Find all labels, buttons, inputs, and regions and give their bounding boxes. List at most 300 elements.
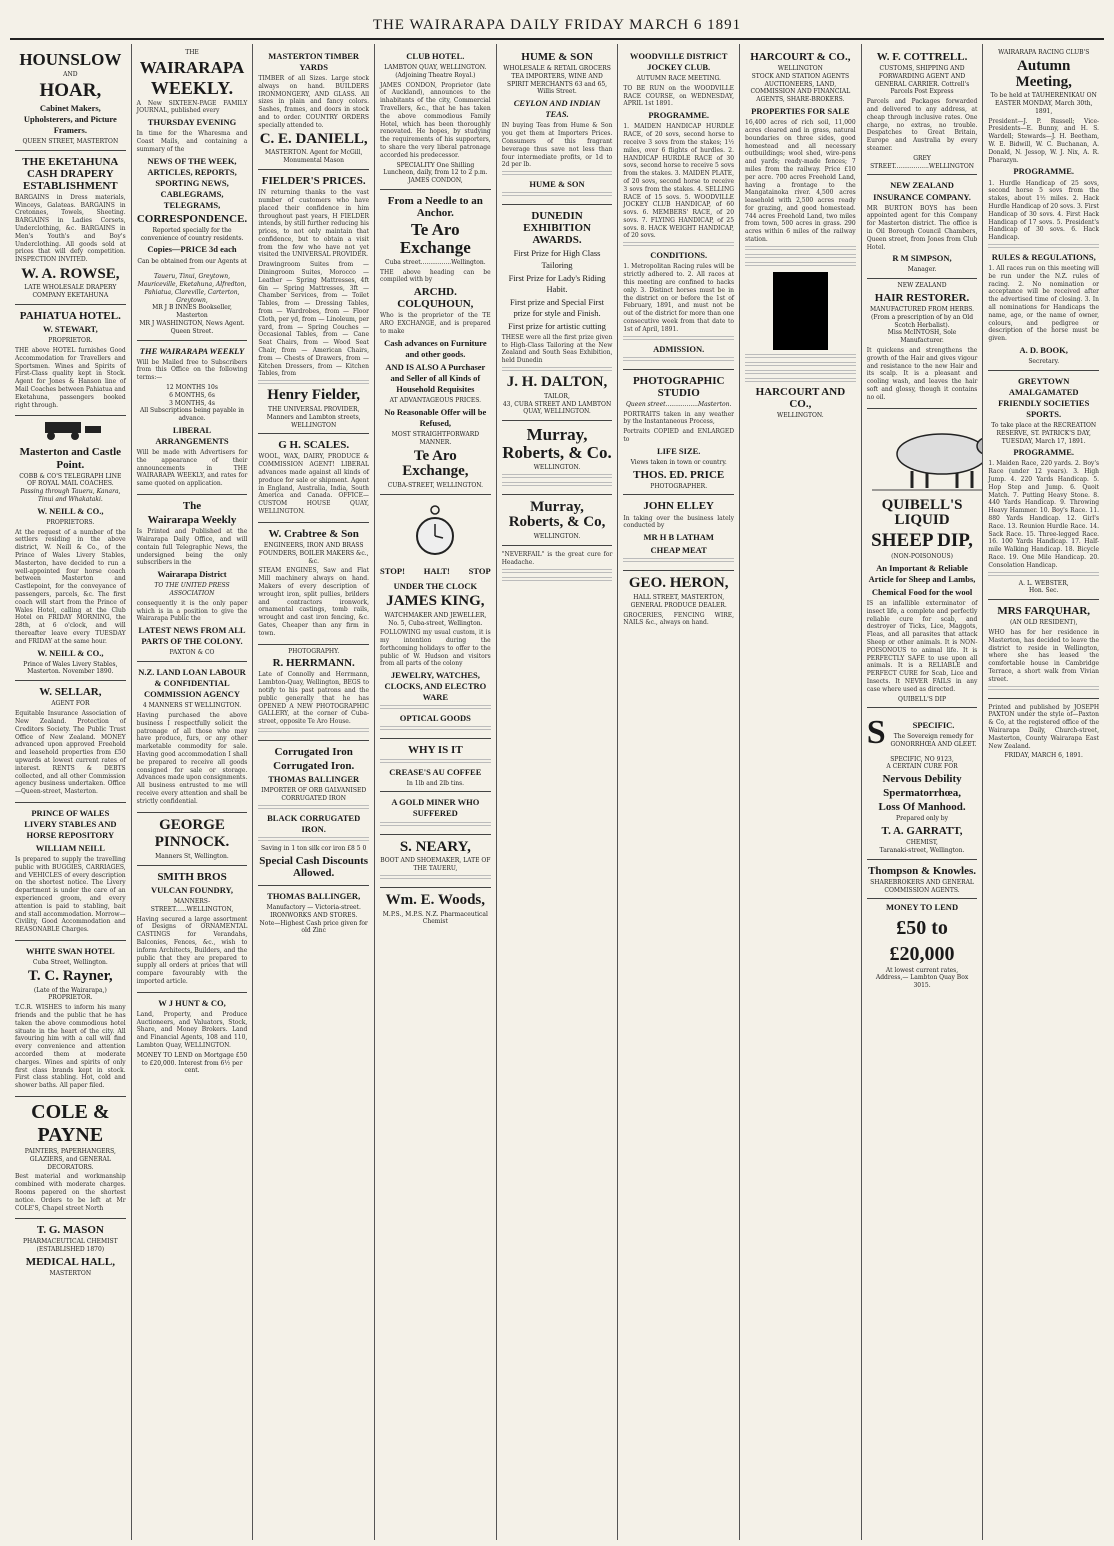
certain-cure: A CERTAIN CURE FOR (886, 763, 958, 771)
te-aro-sub-2: CUBA-STREET, WELLINGTON. (387, 482, 484, 490)
ballinger-ad (258, 741, 369, 886)
prince-of-wales-ad (15, 803, 126, 941)
hoar-name: HOAR, (39, 79, 102, 101)
dalton-ad (502, 205, 613, 421)
corrugated-1: Corrugated Iron (274, 745, 353, 758)
column-7 (740, 44, 862, 1540)
mason-hall: MEDICAL HALL, (25, 1256, 115, 1269)
spermatorrhoea: Spermatorrhœa, (883, 787, 961, 800)
heron-name: GEO. HERON, (628, 575, 729, 592)
properties-title: PROPERTIES FOR SALE (751, 106, 850, 117)
chemical-food: Chemical Food for the wool (871, 586, 973, 597)
weekly-copies: Copies—PRICE 3d each (147, 244, 237, 255)
column-5 (497, 44, 619, 1540)
text-filler (258, 728, 369, 734)
stop-halt-row (380, 564, 491, 579)
fielder-title: FIELDER'S PRICES. (261, 175, 366, 188)
loan-ad (137, 662, 248, 813)
rules-body: 1. All races run on this meeting will be run under the N.Z. rules of racing. 2. No nomination or acceptance will be received after the advertised time of closing. 3. In all nominations for Handicaps the name, age, or the name of owner, colours, and pedigree or description of the horse must be given. (988, 264, 1100, 343)
king-list: JEWELRY, WATCHES, CLOCKS, AND ELECTRO WARE (384, 670, 487, 703)
specific-header (867, 711, 978, 755)
neill-prop: PROPRIETORS. (46, 518, 95, 526)
cheap-meat: CHEAP MEAT (650, 545, 707, 556)
photo-copied: Portraits COPIED and ENLARGED to (623, 428, 735, 443)
rayner-name: T. C. Rayner, (28, 967, 113, 984)
hounslow-trade: Cabinet Makers, Upholsterers, and Picture Framers. (23, 102, 117, 135)
fielder-sub: THE UNIVERSAL PROVIDER, Manners and Lambton streets, WELLINGTON (266, 405, 361, 429)
crabtree-sub: ENGINEERS, IRON AND BRASS FOUNDERS, BOILER MAKERS &c., &c. (258, 541, 369, 565)
te-aro-cuba: Cuba street................Wellington. (385, 258, 486, 266)
weekly-subscription-ad (137, 341, 248, 496)
weekly-press-body: consequently it is the only paper which is in a position to give the Wairarapa Public the (136, 599, 248, 623)
hume-name-2: HUME & SON (529, 179, 585, 190)
elley-body: In taking over the business lately conducted by (623, 514, 735, 530)
photo-lifesize: LIFE SIZE. (656, 445, 701, 456)
mason-name: T. G. MASON (36, 1224, 104, 1237)
daniell-name: C. E. DANIELL, (259, 130, 368, 147)
crabtree-name: W. Crabtree & Son (268, 527, 359, 540)
rowse-sub: LATE WHOLESALE DRAPERY COMPANY EKETAHUNA (24, 284, 117, 300)
pahiatua-ad (15, 305, 126, 416)
text-filler (623, 357, 734, 363)
pinnock-ad (137, 813, 248, 866)
admission-title: ADMISSION. (653, 343, 705, 354)
harcourt-ad (745, 46, 856, 424)
autumn-meeting-title: Autumn Meeting, (1015, 57, 1072, 90)
book-name: A. D. BOOK, (1019, 344, 1068, 355)
autumn-title: AUTUMN RACE MEETING. (636, 75, 721, 83)
cottrell-name: W. F. COTTRELL. (876, 51, 968, 63)
cole-payne-ad (15, 1097, 126, 1219)
fielder-body: IN returning thanks to the vast number of customers who have placed their confidence in him throughout past years, H FIELDER intends, by still further reducing his prices, to not only maintain that confidence, but to obtain a visit from the few who have not yet visited the UNIVERSAL PROVIDER. (258, 189, 370, 259)
crabtree-body: STEAM ENGINES, Saw and Flat Mill machinery always on hand. Makers of every description of wrought iron, split pullies, brilders and contractors ironwork, ornamental castings, tomb rails, wrought and cast iron fencing, &c. Gates, Cheaper than any firm in town. (258, 567, 370, 637)
club-speciality: SPECIALITY One Shilling Luncheon, daily, from 12 to 2 p.m. (383, 161, 488, 177)
text-filler (988, 572, 1099, 578)
book-sub: Secretary. (1028, 357, 1060, 365)
racing-club-ad (988, 46, 1099, 371)
restorer-sub: MANUFACTURED FROM HERBS. (From a prescription of by an Old Scotch Herbalist). (870, 306, 975, 329)
loan-body: Having purchased the above business I respectfully solicit the patronage of all those who may have produce, furs, or any other marketable commodity for sale. Having good accommodation I shall be prepared to receive all goods consigned for sale or storage. Advances made upon consignments. All business entrusted to me will receive every attention and shall be strictly confidential. (136, 712, 248, 805)
king-ad (380, 495, 491, 740)
masthead (10, 0, 1104, 40)
photo-portraits: PORTRAITS taken in any weather by the Instantaneous Process, (623, 410, 735, 426)
properties-body: 16,400 acres of rich soil, 11,000 acres cleared and in grass, natural boundaries on three sides, good homestead and all necessary outbuildings; wool shed, wire-pens and yards; ready-made fences; 7 miles from the railway. Price £10 per acre. 700 acres Freehold Land, having a frontage to the Mangatainoka river. 4,500 acres leasehold with 2,500 acres ready for grazing, and good homestead. 744 acres Freehold Land, two miles from town, 500 acres in grass. 290 acres within 6 miles of the railway station. (745, 119, 856, 244)
hume-teas: CEYLON AND INDIAN TEAS. (513, 98, 601, 120)
woods-sub: M.P.S., M.P.S. N.Z. Pharmaceutical Chemist (382, 910, 488, 926)
divider (867, 898, 978, 899)
pw-owner: WILLIAM NEILL (35, 843, 105, 854)
advantageous: AT ADVANTAGEOUS PRICES. (389, 397, 482, 405)
hounslow-ad (15, 46, 126, 151)
text-filler (258, 380, 369, 386)
farquhar-name: MRS FARQUHAR, (997, 605, 1091, 618)
rules-title: RULES & REGULATIONS, (991, 251, 1096, 262)
sheep-dip-title: SHEEP DIP, (871, 530, 973, 552)
burton-body: MR BURTON BOYS has been appointed agent for this Company for Masterton district. The office is in Oil Borough Council Chambers, Queen street, from Jones from Club Hotel. (866, 204, 978, 251)
ballinger-ad-2 (258, 886, 369, 939)
scales-ad (258, 434, 369, 522)
sellar-ad (15, 681, 126, 803)
king-sub: WATCHMAKER AND JEWELLER, No. 5, Cuba-street, Wellington. (384, 611, 487, 627)
neill-name: W. NEILL & CO., (37, 505, 104, 516)
text-filler (745, 254, 856, 260)
weekly-second-body: Is Printed and Published at the Wairarapa Daily Office, and will contain full Telegraphic News, the undersigned being the only subscribers in the (136, 528, 248, 567)
weekly-agents: Taueru, Tinui, Greytown, Mauriceville, Eketahuna, Alfredton, Pahiatua, Clareville, Carterton, Greytown, (137, 273, 247, 304)
programme-body: 1. MAIDEN HANDICAP HURDLE RACE, of 20 sovs, second horse to receive 3 sovs from the stakes; 1½ miles, over 6 flights of hurdles. 2. HANDICAP HURDLE RACE of 30 sovs, second horse to receive 5 sovs from the stakes. 3. MAIDEN PLATE, of 20 sovs, second horse to receive 3 sovs from the stakes. 4. SELLING RACE of 15 sovs. 5. WOODVILLE JOCKEY CLUB HANDICAP, of 60 sovs. 6. MEMBERS' RACE, of 20 sovs. 7. FLYING HANDICAP, of 25 sovs. 8. HACK WEIGHT HANDICAP, of 20 sovs. (623, 123, 735, 240)
simpson-sub: Manager. (907, 266, 937, 274)
scales-name: G H. SCALES. (278, 439, 350, 452)
price-name: THOS. ED. PRICE (633, 468, 725, 481)
corrugated-2: Corrugated Iron. (273, 760, 355, 773)
text-filler (745, 354, 856, 360)
nonpoison: (NON-POISONOUS) (891, 553, 953, 561)
hume-ad (502, 46, 613, 205)
coach-via: Passing through Taueru, Kanara, Tinui and Whakataki. (20, 488, 121, 504)
gold-miner-title: A GOLD MINER WHO SUFFERED (391, 797, 480, 819)
ballinger2-sub: Manufactory — Victoria-street. IRONWORKS AND STORES. (266, 903, 361, 919)
murray-name-2: Murray, Roberts, & Co, (508, 498, 606, 531)
no-offer-refused: No Reasonable Offer will be Refused, (384, 406, 487, 428)
text-filler (502, 577, 613, 583)
text-filler (380, 875, 491, 881)
herrmann-ad (258, 645, 369, 741)
meeting-officers: President—J. P. Russell; Vice-Presidents—E. Bunny, and H. S. Wardell; Stewards—J. H. Beetham, W. E. Bidwill, W. C. Buchanan, A. Donald, N. Jessop, W. J. Nix, A. R. Pharazyn. (988, 117, 1100, 164)
straightforward: MOST STRAIGHTFORWARD MANNER. (391, 430, 480, 446)
prize-2: First Prize for Lady's Riding Habit. (508, 272, 606, 294)
timber-ad (258, 46, 369, 170)
ballinger-name: THOMAS BALLINGER (268, 774, 360, 785)
pahiatua-owner: W. STEWART, (42, 324, 98, 335)
loan-title: N.Z. LAND LOAN LABOUR & CONFIDENTIAL COMMISSION AGENCY (138, 667, 246, 700)
cottrell-sub: CUSTOMS, SHIPPING AND FORWARDING AGENT AND GENERAL CARRIER. Cottrell's Parcels Post Express (874, 65, 970, 96)
murray-city-2: WELLINGTON. (533, 533, 581, 541)
loan-sub: 4 MANNERS ST WELLINGTON. (142, 702, 242, 710)
webster-name: A. L. WEBSTER, (1018, 579, 1069, 587)
rayner-body: T.C.R. WISHES to inform his many friends and the public that he has taken the above commodious hotel situate in the heart of the city. All favouring him with a call will find every convenience and attention accorded them at moderate charges. Wines and spirits of only first class brands kept in stock. First class stabling. Hot, cold and shower baths. All paper filed. (15, 1004, 126, 1090)
weekly-ad (137, 46, 248, 341)
text-filler (623, 336, 734, 342)
text-filler (380, 759, 491, 765)
eketahuna-title: THE EKETAHUNA CASH DRAPERY ESTABLISHMENT (22, 155, 119, 192)
fielder-ad (258, 170, 369, 434)
gold-miner-ad (380, 792, 491, 834)
eketahuna-body: BARGAINS in Dress materials, Winceys, Galateas. BARGAINS in Cretonnes, Towels, Sheeting. BARGAINS in Ladies Corsets, Underclothing, &c. BARGAINS in Men's Youth's and Boy's Underclothing. All goods sold at prices that will defy competition. INSPECTION INVITED. (15, 193, 126, 264)
herrmann-name: R. HERRMANN. (272, 657, 355, 670)
column-9 (983, 44, 1104, 1540)
latham-name: MR H B LATHAM (643, 532, 714, 543)
coach-title: Masterton and Castle Point. (19, 446, 122, 471)
weekly-the-2: The (182, 500, 202, 512)
column-1 (10, 44, 132, 1540)
photo-studio-address: Queen street.................Masterton. (626, 400, 732, 408)
quibell-caption: QUIBELL'S DIP (898, 695, 947, 703)
restorer-ad (867, 279, 978, 408)
nervous-debility: Nervous Debility (882, 773, 962, 786)
garratt-intro: Prepared only by (896, 815, 949, 823)
colquhoun-intro: THE above heading can be compiled with by (380, 268, 491, 284)
money-note: At lowest current rates, (885, 966, 959, 974)
pahiatua-body: THE above HOTEL furnishes Good Accommodation for Travellers and Sportsmen. Wines and Spirits of First-Class quality kept in Stock. Agent for Jones & Hanson line of Mail Coaches between Pahiatua and Eketahuna, passengers booked right through. (15, 347, 126, 409)
jockey-club-ad (623, 46, 734, 370)
condon-body: JAMES CONDON, Proprietor (late of Auckland), announces to the inhabitants of the city, Commercial Travellers, &c., that he has taken the above commodious Family Hotel, which has been thoroughly renovated. He hopes, by studying the requirements of his supporters, to share the very liberal patronage accorded his predecessor. (380, 81, 491, 159)
meeting-programme-body: 1. Hurdle Handicap of 25 sovs, second horse 5 sovs from the stakes, about 1½ miles. 2. Hack Hurdle Handicap of 20 sovs. 3. First Handicap of 30 sovs. 4. First Hack Handicap of 17 sovs. 5. President's Handicap of 30 sovs. 6. Hack Handicap. (988, 179, 1100, 242)
columns (10, 44, 1104, 1540)
fielder-items: Drawingroom Suites from — Diningroom Suites, Morocco — Leather — Spring Mattresses, 4ft 6in — Spring Mattresses, 3ft — Chamber Services, from — Toilet Tables, from — Dressing Tables, from — Wardrobes, from — Floor Cloth, per yd, from — Linoleum, per yard, from — Spring Couches — Occasional Tables, from — Cane Seat Chairs, from — Wood Seat Chair, from — American Chairs, from — Chests of Drawers, from — Kitchen Dressers, from — Kitchen Tables, from (258, 261, 370, 378)
elley-ad (623, 495, 734, 571)
hounslow-address: QUEEN STREET, MASTERTON (22, 137, 119, 145)
cottrell-body: Parcels and Packages forwarded and delivered to any address, at cheap through inclusive rates. One charge, no extras, no trouble. Despatches to Great Britain, Europe and Australia by every steamer. (866, 98, 978, 153)
woods-name: Wm. E. Woods, (385, 891, 486, 908)
king-name: JAMES KING, (386, 592, 485, 609)
pocket-watch-icon (415, 502, 455, 560)
racing-club-name: WAIRARAPA RACING CLUB'S (998, 49, 1090, 56)
weekly-agent-1: MR J B INNES Bookseller, Masterton (152, 304, 232, 320)
text-filler (988, 244, 1099, 250)
text-filler (502, 474, 613, 480)
condon-signature: JAMES CONDON, (408, 177, 463, 185)
greytown-body: 1. Maiden Race, 220 yards. 2. Boy's Race (under 12 years). 3. High Jump. 4. 220 Yards Handicap. 5. Hop Step and Jump. 6. Quoit Match. 7. Putting Heavy Stone. 8. 440 Yards Handicap. 9. Throwing Heavy Hammer. 10. Boy's Race. 11. 880 Yards Handicap. 12. Girl's Race. 13. Reunion Hurdle Race. 14. Sack Race. 15. Three-legged Race. 16. 100 Yards Handicap. 17. Half-mile Walking Handicap. 18. Bicycle Race. 19. One Mile Handicap. 20. Consolation Handicap. (988, 460, 1100, 569)
insurance-ad (867, 175, 978, 279)
insurance-title: NEW ZEALAND INSURANCE COMPANY. (873, 180, 971, 202)
conditions-body: 1. Metropolitan Racing rules will be strictly adhered to. 2. All races at this meeting are confined to hacks only. 3. Distinct horses must be in the district on or before the 1st of February, 1891, and must not be out of the district for more than one consecutive week from that date to 1st of April, 1891. (623, 263, 735, 333)
heron-sub: HALL STREET, MASTERTON, (633, 593, 725, 601)
weekly-the: THE (185, 49, 199, 56)
specific-price: SPECIFIC, NO 9123, (890, 755, 954, 763)
restorer-title: HAIR RESTORER. (874, 291, 970, 304)
timber-body: TIMBER of all Sizes. Large stock always on hand. BUILDERS IRONMONGERY, AND GLASS. All sizes in plain and fancy colors. Sashes, frames, and doors in stock and to order. COUNTRY ORDERS specially attended to. (258, 75, 370, 129)
murray-ad-2 (502, 495, 613, 546)
text-filler (745, 262, 856, 268)
text-filler (380, 726, 491, 732)
important-line: An Important & Reliable Article for Sheep and Lambs, (868, 562, 976, 584)
purchaser-seller: AND IS ALSO A Purchaser and Seller of all Kinds of Household Requisites (385, 361, 486, 395)
vulcan-body: Having secured a large assortment of Designs of ORNAMENTAL CASTINGS for Verandahs, Balconies, Fences, &c., wish to inform Architects, Builders, and the public that they are prepared to supply all orders at prices that will compare favourably with the imported article. (136, 915, 248, 985)
weekly-correspondence-sub: Reported specially for the convenience of country residents. (140, 226, 244, 242)
simpson-name: R M SIMPSON, (892, 253, 952, 264)
text-filler (623, 242, 734, 248)
rowse-name: W. A. ROWSE, (21, 265, 120, 282)
price-sub: PHOTOGRAPHER. (650, 482, 708, 490)
specific-title: SPECIFIC. (912, 720, 955, 731)
white-swan-title: WHITE SWAN HOTEL (25, 946, 115, 957)
webster-sub: Hon. Sec. (1028, 587, 1059, 595)
hunt-ad (137, 993, 248, 1079)
daniell-sub: MASTERTON. Agent for McGill, Monumental Mason (264, 149, 363, 165)
greytown-title: GREYTOWN AMALGAMATED FRIENDLY SOCIETIES SPORTS. (998, 375, 1090, 419)
coach-sub: COBB & CO'S TELEGRAPH LINE OF ROYAL MAIL COACHES. (19, 472, 122, 488)
coffee-name: CREASE'S AU COFFEE (389, 766, 482, 777)
text-filler (380, 705, 491, 711)
why-is-it: WHY IS IT (408, 744, 463, 757)
pw-body: Is prepared to supply the travelling public with BUGGIES, CARRIAGES, and VEHICLES of every description on the shortest notice. The Livery department is under the care of an experienced groom, and every attention is paid to stabling, bait and stall accommodation. Morrow—Civility, Good Accommodation and REASONABLE Charges. (15, 856, 126, 934)
sheep-illustration-icon (867, 416, 984, 494)
hume-sub: WHOLESALE & RETAIL GROCERS TEA IMPORTERS, WINE AND SPIRIT MERCHANTS 63 and 65, Willis Street. (503, 65, 611, 96)
cole-trade: PAINTERS, PAPERHANGERS, GLAZIERS, and GENERAL DECORATORS. (24, 1148, 116, 1171)
quibell-title: QUIBELL'S LIQUID (881, 496, 963, 529)
club-hotel-ad (380, 46, 491, 190)
text-filler (380, 822, 491, 828)
weekly-liberal-body: Will be made with Advertisers for the appearance of their announcements in THE WAIRARAPA WEEKLY, and rates for same quoted on application. (136, 449, 248, 488)
greytown-programme: PROGRAMME. (1013, 447, 1075, 458)
text-filler (502, 192, 613, 198)
dalton-address: 43, CUBA STREET AND LAMBTON QUAY, WELLINGTON. (502, 400, 612, 416)
pinnock-last: PINNOCK. (154, 834, 230, 851)
scales-body: WOOL, WAX, DAIRY, PRODUCE & COMMISSION AGENT! LIBERAL advances made against all kinds of produce for sale or shipment. Agent in England, Australia, India, South America and Canada. OFFICE—CUSTOM HOUSE QUAY, WELLINGTON. (258, 453, 370, 516)
weekly-title-second: Wairarapa Weekly (147, 514, 237, 527)
special-discounts: Special Cash Discounts Allowed. (259, 854, 369, 879)
photo-views: Views taken in town or country. (630, 458, 727, 466)
imprint-body: Printed and published by JOSEPH PAXTON under the style of—Paxton & Co, at the registered office of the Wairarapa Daily, Church-street, Masterton, County Wairarapa East New Zealand. (988, 703, 1100, 750)
photo-studio-ad (623, 370, 734, 496)
harcourt-end-city: WELLINGTON. (777, 412, 824, 420)
weekly-intro-2: In time for the Wharesma and Coast Mails, and containing a summary of the (136, 130, 248, 153)
murray-name: Murray, Roberts, & Co. (502, 425, 612, 462)
garratt-ad (867, 708, 978, 860)
photo-studio-title: PHOTOGRAPHIC STUDIO (632, 374, 725, 399)
mason-town: MASTERTON (49, 1270, 92, 1278)
hume-body: IN buying Teas from Hume & Son you get them at Importers Prices. Consumers of this fragrant beverage thus save not less than four intermediate profits, or 1d to 2d per lb. (501, 122, 613, 169)
smith-bros-ad (137, 866, 248, 993)
white-swan-address: Cuba Street, Wellington. (32, 959, 108, 967)
pahiatua-prop: PROPRIETOR. (48, 337, 93, 345)
photo-heading: PHOTOGRAPHY. (288, 647, 340, 655)
harcourt-end-name: HARCOURT AND CO., (755, 385, 846, 410)
sellar-name: W. SELLAR, (39, 686, 102, 699)
text-filler (623, 558, 734, 564)
text-filler (988, 686, 1099, 692)
knowles-sub: SHAREBROKERS AND GENERAL COMMISSION AGENTS. (870, 879, 974, 894)
ballinger-sub: IMPORTER OF ORB GALVANISED CORRUGATED IRON (261, 787, 367, 802)
needle-headline: From a Needle to an Anchor. (387, 195, 483, 220)
harcourt-sub: STOCK AND STATION AGENTS AUCTIONEERS, LAND, COMMISSION AND FINANCIAL AGENTS, SHARE-BROKERS. (750, 72, 851, 104)
neill-signature: W. NEILL & CO., (37, 647, 104, 658)
hunt-money: MONEY TO LEND on Mortgage £50 to £20,000. Interest from 6½ per cent. (136, 1051, 248, 1075)
text-filler (502, 569, 613, 575)
mason-sub: PHARMACEUTICAL CHEMIST (ESTABLISHED 1870) (23, 1238, 118, 1254)
sellar-body: Equitable Insurance Association of New Zealand. Protection of Creditors Society. The Public Trust Office of New Zealand. MONEY advanced upon approved Freehold and leasehold properties from £50 upwards at lowest current rates of interest. RENTS & DEBTS collected, and all other Commission agency business undertaken. Office—Queen-street, Masterton. (15, 710, 126, 796)
colquhoun-body: Who is the proprietor of the TE ARO EXCHANGE, and is prepared to make (380, 312, 491, 336)
column-4 (375, 44, 497, 1540)
money-address: Address,— Lambton Quay Box 3015. (875, 974, 969, 990)
rayner-sub: (Late of the Wairarapa,) PROPRIETOR. (33, 986, 107, 1002)
weekly-liberal: LIBERAL ARRANGEMENTS (155, 424, 229, 446)
neverfail-ad (502, 546, 613, 589)
hounslow-name: HOUNSLOW (19, 50, 122, 69)
dunedin-title: DUNEDIN EXHIBITION AWARDS. (523, 210, 591, 247)
knowles-name: Thompson & Knowles. (868, 864, 976, 877)
farquhar-body: WHO has for her residence in Masterton, has decided to leave the district to reside in Wellington, where she has leased the comfortable house in Cambridge Terrace, a short walk from Vivian street. (988, 629, 1100, 683)
garratt-address: Taranaki-street, Wellington. (879, 847, 965, 855)
colquhoun-name: ARCHD. COLQUHOUN, (397, 286, 474, 311)
cole-body: Best material and workmanship combined with moderate charges. Rooms papered on the shortest notice. Orders to be left at Mr COLE'S, Chapel street North (15, 1173, 126, 1212)
neverfail-body: "NEVERFAIL" is the great cure for Headache. (501, 550, 613, 566)
weekly-day: THURSDAY EVENING (147, 117, 237, 128)
text-filler (745, 246, 856, 252)
coffee-sub: In 1lb and 2lb tins. (406, 779, 465, 787)
text-filler (502, 171, 613, 177)
money-amount: £50 to £20,000 (889, 916, 955, 965)
column-6 (618, 44, 740, 1540)
saving-line: Saving in 1 ton silk cor iron £8 5 0 (261, 844, 367, 852)
imprint (988, 699, 1099, 765)
te-aro-title: Te Aro Exchange (399, 220, 471, 258)
knowles-ad (867, 860, 978, 994)
ballinger2-name: THOMAS BALLINGER, (267, 890, 361, 901)
weekly-title-2: WEEKLY. (150, 77, 234, 98)
coffee-ad (380, 739, 491, 792)
mcintosh-name: Miss McINTOSH, Sole Manufacturer. (887, 329, 957, 345)
money-title: MONEY TO LEND (885, 901, 959, 912)
weekly-press: TO THE UNITED PRESS ASSOCIATION (154, 582, 230, 598)
imprint-date: FRIDAY, MARCH 6, 1891. (1004, 752, 1083, 760)
hounslow-and: AND (63, 70, 78, 78)
te-aro-ad (380, 190, 491, 495)
heron-ad (623, 571, 734, 633)
column-8 (862, 44, 984, 1540)
farquhar-ad (988, 600, 1099, 698)
programme-title: PROGRAMME. (648, 110, 710, 121)
jockey-title: WOODVILLE DISTRICT JOCKEY CLUB. (629, 51, 728, 73)
te-aro-title-2: Te Aro Exchange, (402, 447, 469, 480)
weekly-terms-3: 3 MONTHS, 4s (169, 399, 215, 407)
cole-title-1: COLE & (31, 1101, 110, 1124)
redacted-block (773, 272, 828, 350)
masthead-title: THE WAIRARAPA DAILY FRIDAY MARCH 6 1891 (372, 17, 742, 33)
smith-title: SMITH BROS (157, 870, 227, 883)
weekly-agent-2: MR J WASHINGTON, News Agent. Queen Street. (139, 319, 245, 335)
hunt-body: Land, Property, and Produce Auctioneers, and Valuators, Stock, Share, and Money Brokers. Land and Financial Agents, 108 and 110, Lambton Quay, WELLINGTON. (136, 1010, 248, 1050)
pinnock-first: GEORGE (159, 816, 225, 833)
coach-ad (15, 416, 126, 681)
meeting-programme: PROGRAMME. (1013, 166, 1075, 177)
neary-sub: BOOT AND SHOEMAKER, LATE OF THE TAUERU, (380, 857, 491, 873)
loss-of-manhood: Loss Of Manhood. (878, 801, 966, 814)
pw-title: PRINCE OF WALES LIVERY STABLES AND HORSE REPOSITORY (24, 807, 117, 840)
harcourt-city: WELLINGTON (777, 65, 823, 73)
autumn-body: TO BE RUN on the WOODVILLE RACE COURSE, on WEDNESDAY, APRIL 1st 1891. (623, 84, 735, 108)
stop-right: STOP (468, 565, 491, 576)
weekly-district: Wairarapa District (157, 569, 227, 580)
white-swan-ad (15, 941, 126, 1097)
sheep-dip-ad (867, 409, 978, 709)
murray-city: WELLINGTON. (533, 463, 581, 471)
weekly-terms-2: 6 MONTHS, 6s (169, 391, 215, 399)
elley-name: JOHN ELLEY (643, 500, 714, 513)
optical-goods: OPTICAL GOODS (399, 713, 471, 724)
prize-4: First prize for artistic cutting (508, 320, 606, 331)
crabtree-ad (258, 523, 369, 645)
prize-body: THESE were all the first prize given to High-Class Tailoring at the New Zealand and South Seas Exhibition, held Dunedin (501, 333, 613, 365)
weekly-again-title: THE WAIRARAPA WEEKLY (139, 345, 245, 356)
text-filler (502, 367, 613, 373)
neary-name: S. NEARY, (399, 838, 471, 855)
specific-initial-icon: S (866, 714, 886, 752)
stop-left: STOP! (380, 565, 405, 576)
cottrell-ad (867, 46, 978, 175)
weekly-news: NEWS OF THE WEEK, ARTICLES, REPORTS, SPORTING NEWS, CABLEGRAMS, TELEGRAMS, (147, 155, 237, 210)
pinnock-address: Manners St, Wellington. (155, 853, 229, 861)
dalton-tailor: TAILOR, (544, 392, 570, 400)
vulcan-address: MANNERS-STREET......WELLINGTON, (150, 898, 234, 913)
coach-icon (35, 419, 105, 441)
cash-advances: Cash advances on Furniture and other goods. (384, 337, 487, 359)
greytown-ad (988, 371, 1099, 600)
fielder-name: Henry Fielder, (267, 387, 361, 404)
text-filler (745, 378, 856, 384)
black-iron: BLACK CORRUGATED IRON. (267, 812, 361, 834)
prize-3: First prize and Special First prize for style and Finish. (510, 296, 604, 318)
neill-signature-sub: Prince of Wales Livery Stables, Masterton. November 1890. (23, 660, 118, 676)
